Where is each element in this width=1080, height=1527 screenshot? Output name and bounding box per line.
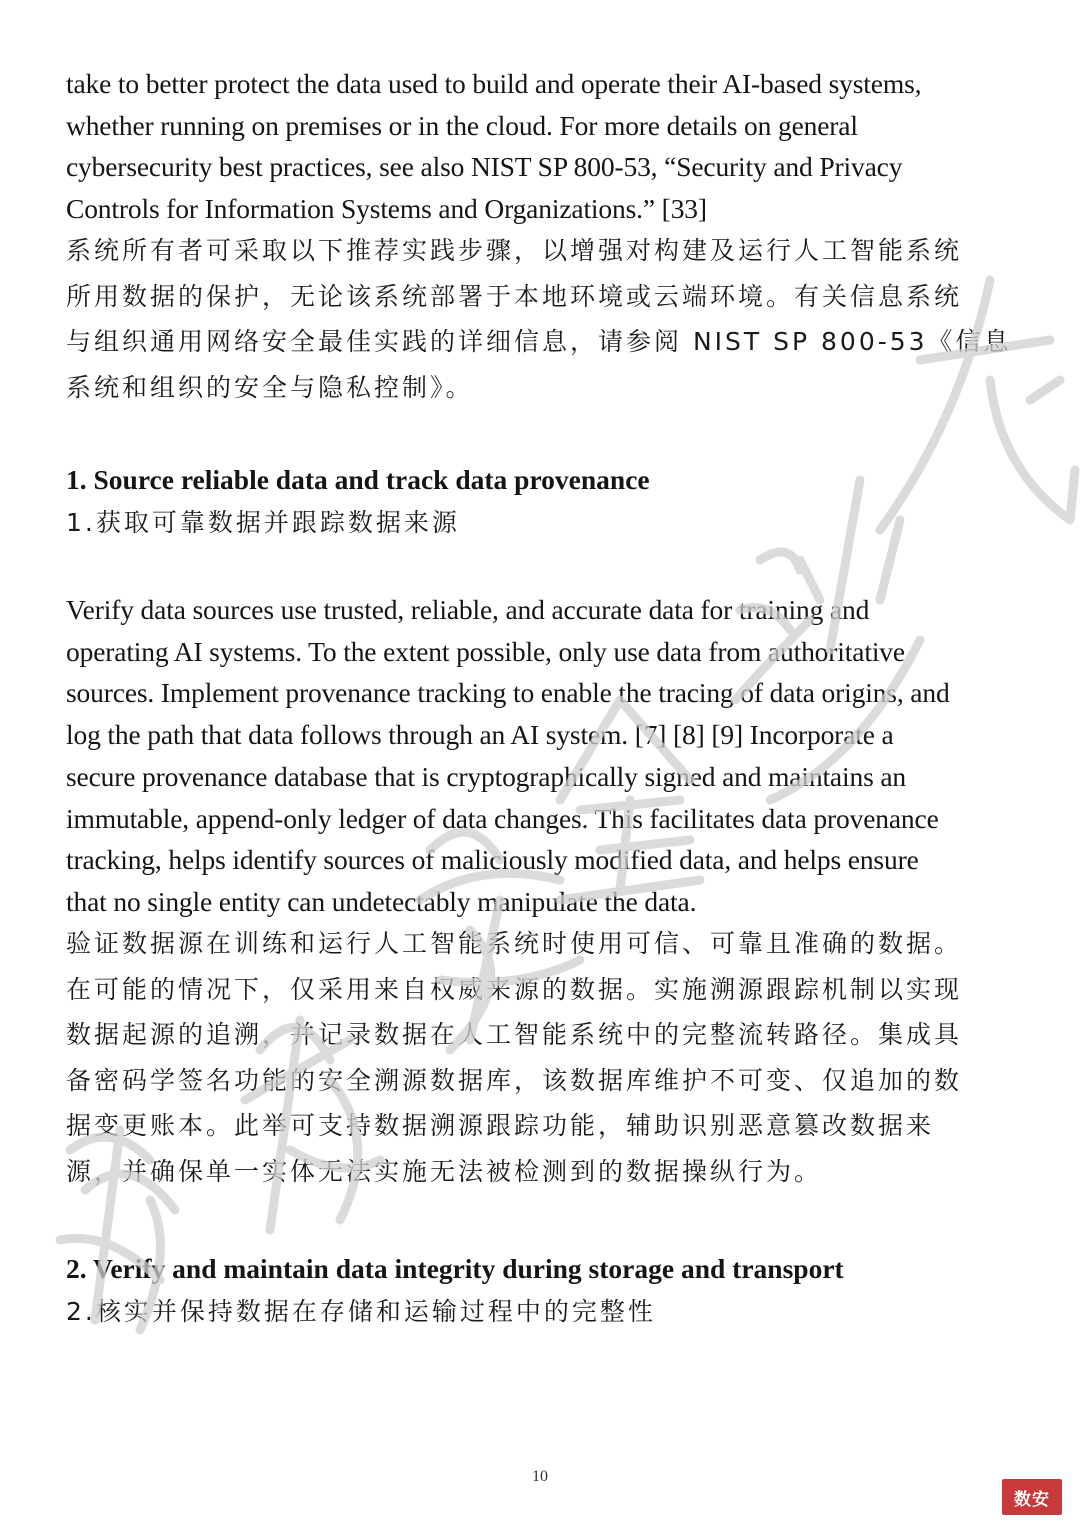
text-line: 在可能的情况下，仅采用来自权威来源的数据。实施溯源跟踪机制以实现 <box>66 974 963 1004</box>
section-1-paragraph-en <box>66 589 1026 923</box>
text-line: 据变更账本。此举可支持数据溯源跟踪功能，辅助识别恶意篡改数据来 <box>66 1111 935 1140</box>
text-line: 备密码学签名功能的安全溯源数据库，该数据库维护不可变、仅追加的数 <box>66 1065 963 1095</box>
text-line: take to better protect the data used to build and operate their AI-based systems, <box>66 68 922 99</box>
text-line: secure provenance database that is cryptographically signed and maintains an <box>66 760 907 792</box>
text-line: 源，并确保单一实体无法实施无法被检测到的数据操纵行为。 <box>66 1156 823 1186</box>
stamp-text: 数安 <box>1014 1489 1050 1510</box>
section-1-heading-zh: 1.获取可靠数据并跟踪数据来源 <box>66 508 460 537</box>
text-line: 验证数据源在训练和运行人工智能系统时使用可信、可靠且准确的数据。 <box>66 929 963 958</box>
intro-paragraph-zh <box>66 228 1026 410</box>
section-2-heading-zh: 2.核实并保持数据在存储和运输过程中的完整性 <box>66 1297 656 1326</box>
text-line: log the path that data follows through an AI system. [7] [8] [9] Incorporate a <box>66 719 894 751</box>
text-line: that no single entity can undetectably manipulate the data. <box>66 885 697 917</box>
intro-paragraph-en <box>66 63 1026 230</box>
text-line: 系统所有者可采取以下推荐实践步骤，以增强对构建及运行人工智能系统 <box>66 236 963 265</box>
section-1-paragraph-zh <box>66 921 1026 1194</box>
text-line: 系统和组织的安全与隐私控制》。 <box>66 372 474 402</box>
page-number: 10 <box>532 1468 548 1485</box>
text-line: tracking, helps identify sources of maliciously modified data, and helps ensure <box>66 844 919 876</box>
stamp-logo <box>1002 1479 1062 1515</box>
text-line: 数据起源的追溯，并记录数据在人工智能系统中的完整流转路径。集成具 <box>66 1020 963 1049</box>
text-line: 与组织通用网络安全最佳实践的详细信息，请参阅 NIST SP 800-53《信息 <box>66 327 1012 356</box>
text-line: Verify data sources use trusted, reliable, and accurate data for training and <box>66 594 870 625</box>
text-line: Controls for Information Systems and Organizations.” [33] <box>66 193 707 225</box>
text-line: immutable, append-only ledger of data changes. This facilitates data provenance <box>66 802 939 834</box>
text-line: operating AI systems. To the extent possible, only use data from authoritative <box>66 635 905 667</box>
section-2-heading: 2. Verify and maintain data integrity during storage and transport <box>66 1253 844 1284</box>
text-line: whether running on premises or in the cloud. For more details on general <box>66 109 858 141</box>
text-line: 所用数据的保护，无论该系统部署于本地环境或云端环境。有关信息系统 <box>66 281 963 311</box>
text-line: cybersecurity best practices, see also NIST SP 800-53, “Security and Privacy <box>66 151 903 183</box>
section-1-heading: 1. Source reliable data and track data provenance <box>66 464 650 495</box>
text-line: sources. Implement provenance tracking to enable the tracing of data origins, and <box>66 677 950 709</box>
